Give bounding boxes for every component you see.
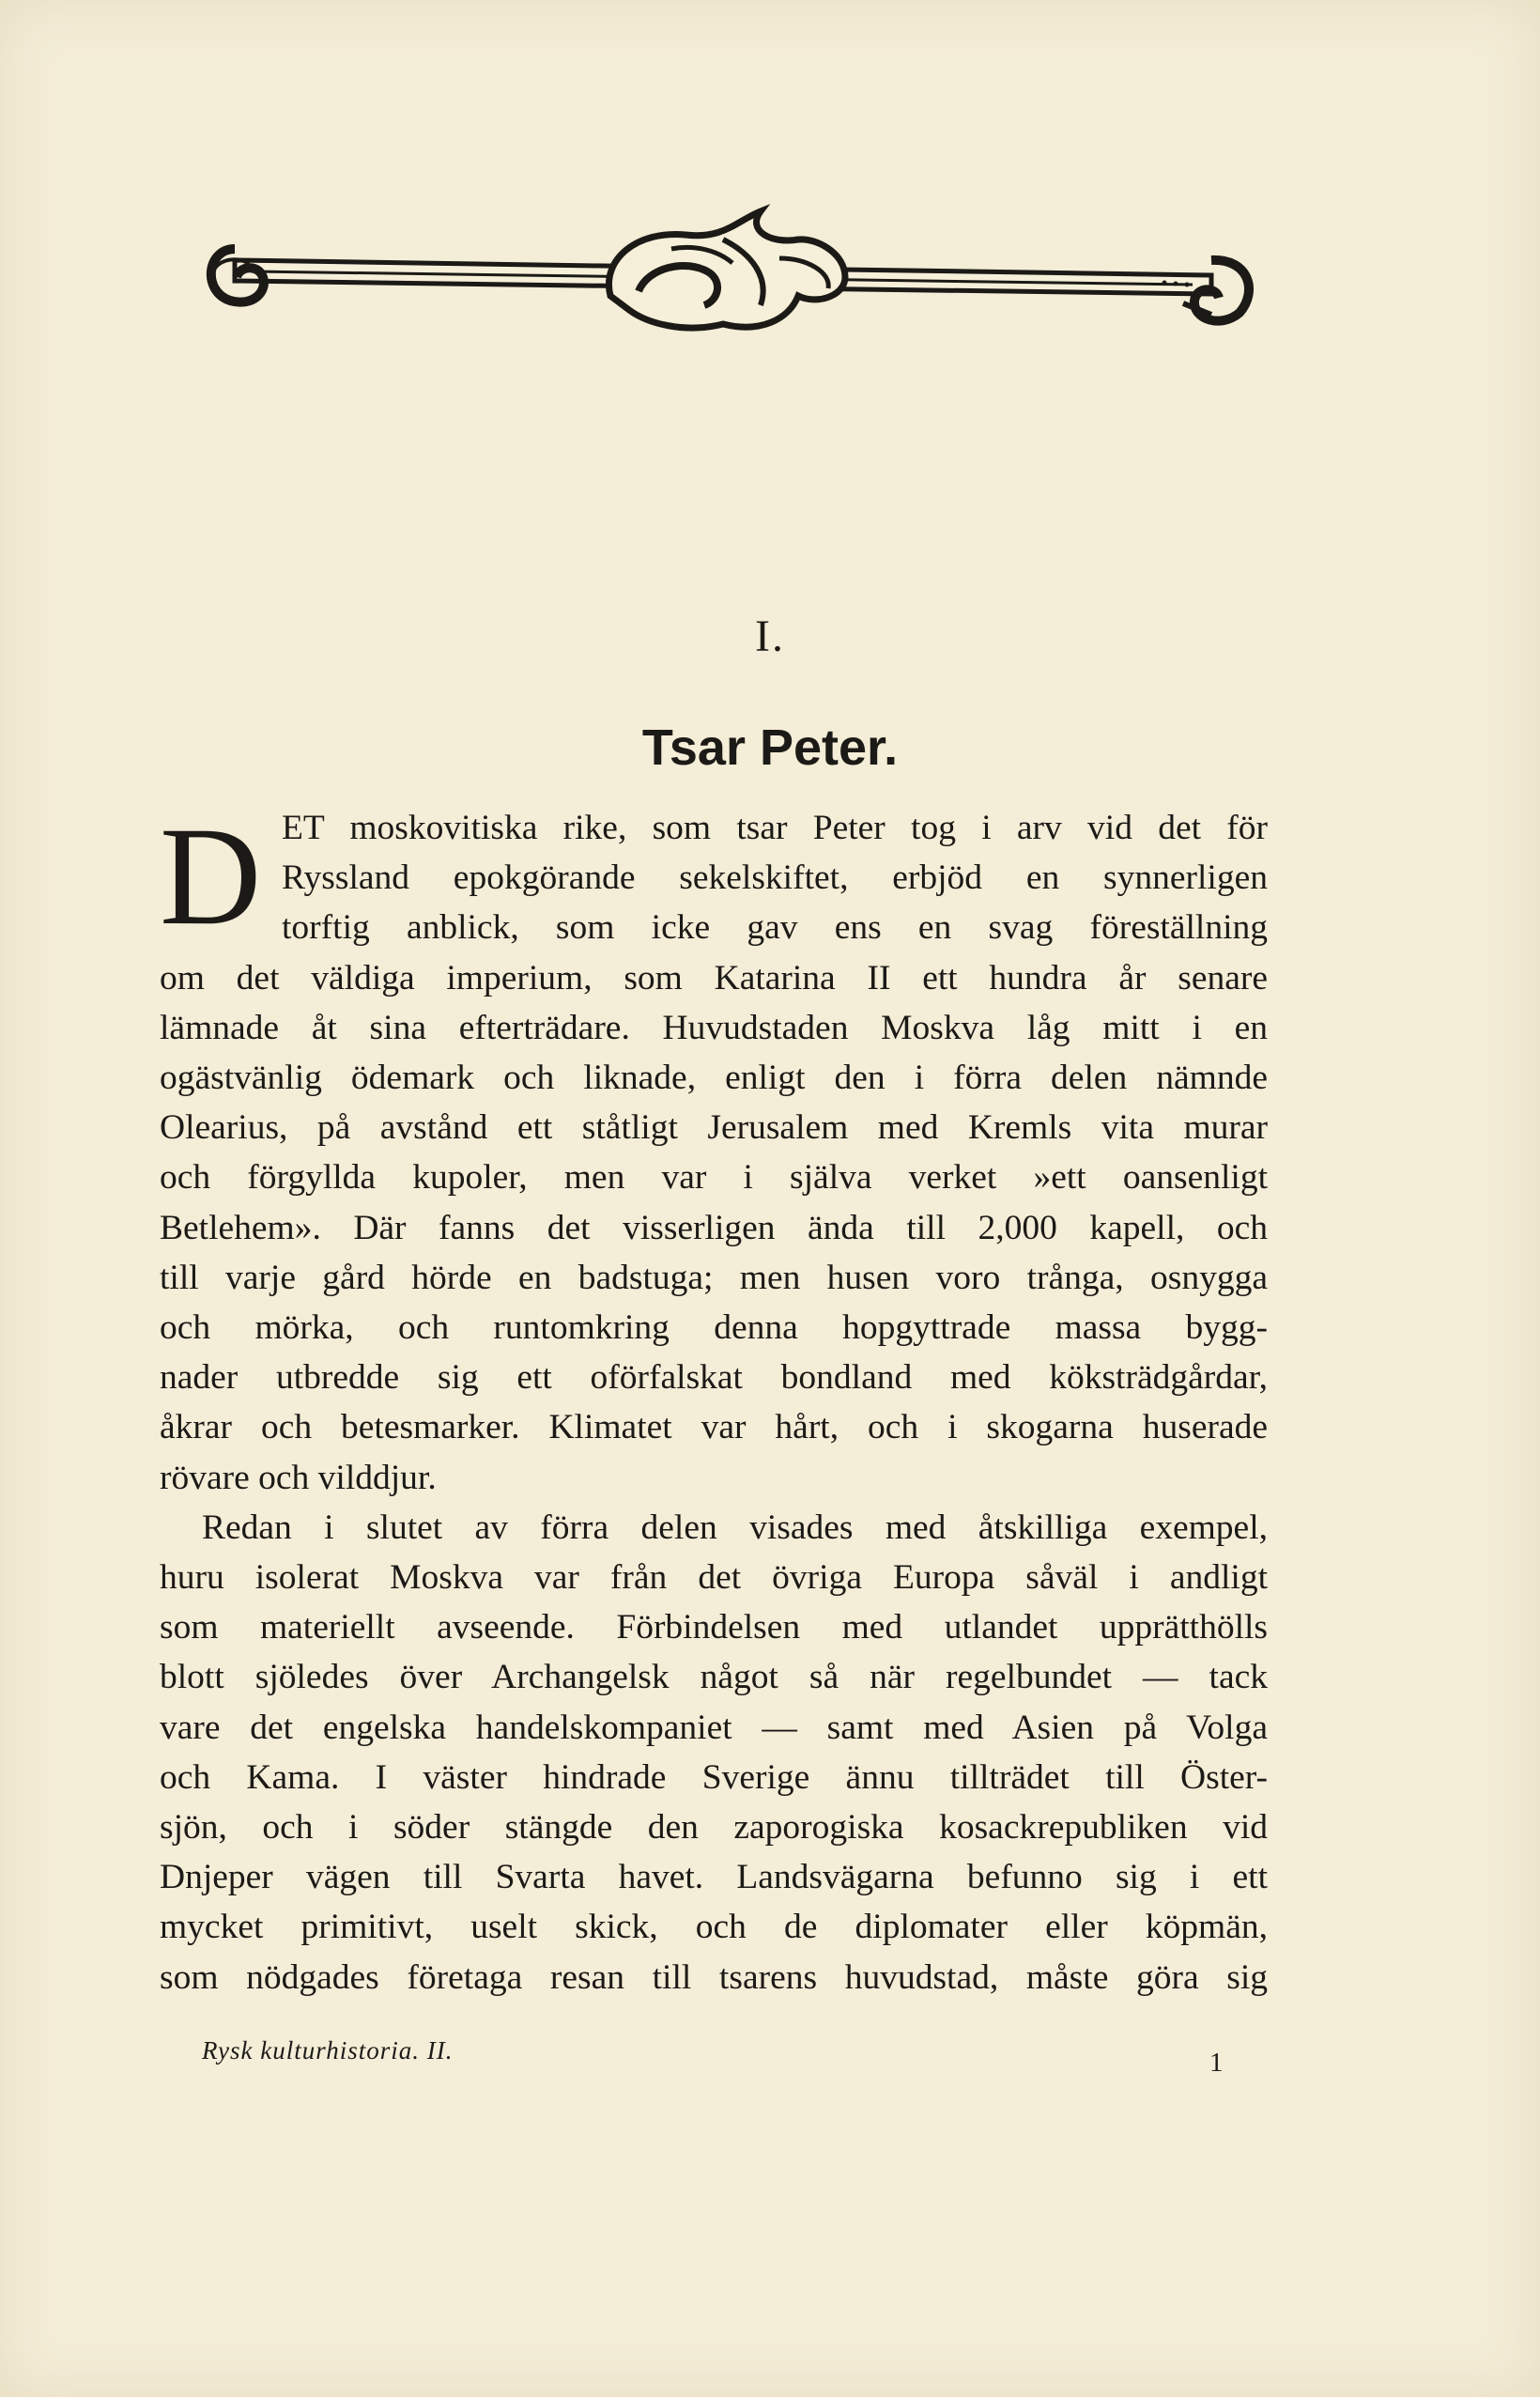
text-line: Betlehem». Där fanns det visserligen ända till 2,000 kapell, och	[160, 1208, 1268, 1247]
page-number: 1	[1209, 2048, 1224, 2078]
decorative-headpiece-ornament	[197, 202, 1268, 352]
text-line: åkrar och betesmarker. Klimatet var hårt, och i skogarna huserade	[160, 1408, 1268, 1447]
text-line: och Kama. I väster hindrade Sverige ännu tillträdet till Öster-	[160, 1757, 1268, 1797]
text-line: sjön, och i söder stängde den zaporogiska kosackrepubliken vid	[160, 1808, 1268, 1848]
chapter-title: Tsar Peter.	[641, 719, 899, 776]
text-line: Dnjeper vägen till Svarta havet. Landsvägarna befunno sig i ett	[160, 1858, 1268, 1897]
paragraph-1	[160, 803, 1268, 953]
text-line: om det väldiga imperium, som Katarina II ett hundra år senare	[160, 958, 1268, 997]
text-line: lämnade åt sina efterträdare. Huvudstaden Moskva låg mitt i en	[160, 1008, 1268, 1047]
text-line: ET moskovitiska rike, som tsar Peter tog i arv vid det för	[282, 809, 1268, 847]
text-line: rövare och vilddjur.	[160, 1458, 437, 1497]
text-line: mycket primitivt, uselt skick, och de diplomater eller köpmän,	[160, 1908, 1268, 1947]
text-line: blott sjöledes över Archangelsk något så när regelbundet — tack	[160, 1658, 1268, 1697]
text-line: Olearius, på avstånd ett ståtligt Jerusalem med Kremls vita murar	[160, 1108, 1268, 1148]
text-line: huru isolerat Moskva var från det övriga Europa såväl i andligt	[160, 1558, 1268, 1598]
drop-cap: D	[160, 803, 262, 953]
text-line: nader utbredde sig ett oförfalskat bondland med köksträdgårdar,	[160, 1358, 1268, 1398]
body-text	[160, 803, 1268, 2003]
text-line: Redan i slutet av förra delen visades med åtskilliga exempel,	[202, 1508, 1268, 1547]
text-line: torftig anblick, som icke gav ens en svag föreställning	[282, 908, 1268, 948]
text-line: och förgyllda kupoler, men var i själva verket »ett oansenligt	[160, 1158, 1268, 1198]
text-line: och mörka, och runtomkring denna hopgyttrade massa bygg-	[160, 1308, 1268, 1348]
chapter-number: I.	[755, 611, 785, 661]
text-line: som nödgades företaga resan till tsarens huvudstad, måste göra sig	[160, 1957, 1268, 1997]
text-line: som materiellt avseende. Förbindelsen med utlandet upprätthölls	[160, 1608, 1268, 1647]
text-line: Ryssland epokgörande sekelskiftet, erbjöd en synnerligen	[282, 858, 1268, 898]
running-footer-title: Rysk kulturhistoria. II.	[202, 2036, 454, 2065]
text-line: ogästvänlig ödemark och liknade, enligt den i förra delen nämnde	[160, 1059, 1268, 1098]
text-line: vare det engelska handelskompaniet — samt med Asien på Volga	[160, 1708, 1268, 1747]
text-line: till varje gård hörde en badstuga; men husen voro trånga, osnygga	[160, 1258, 1268, 1297]
